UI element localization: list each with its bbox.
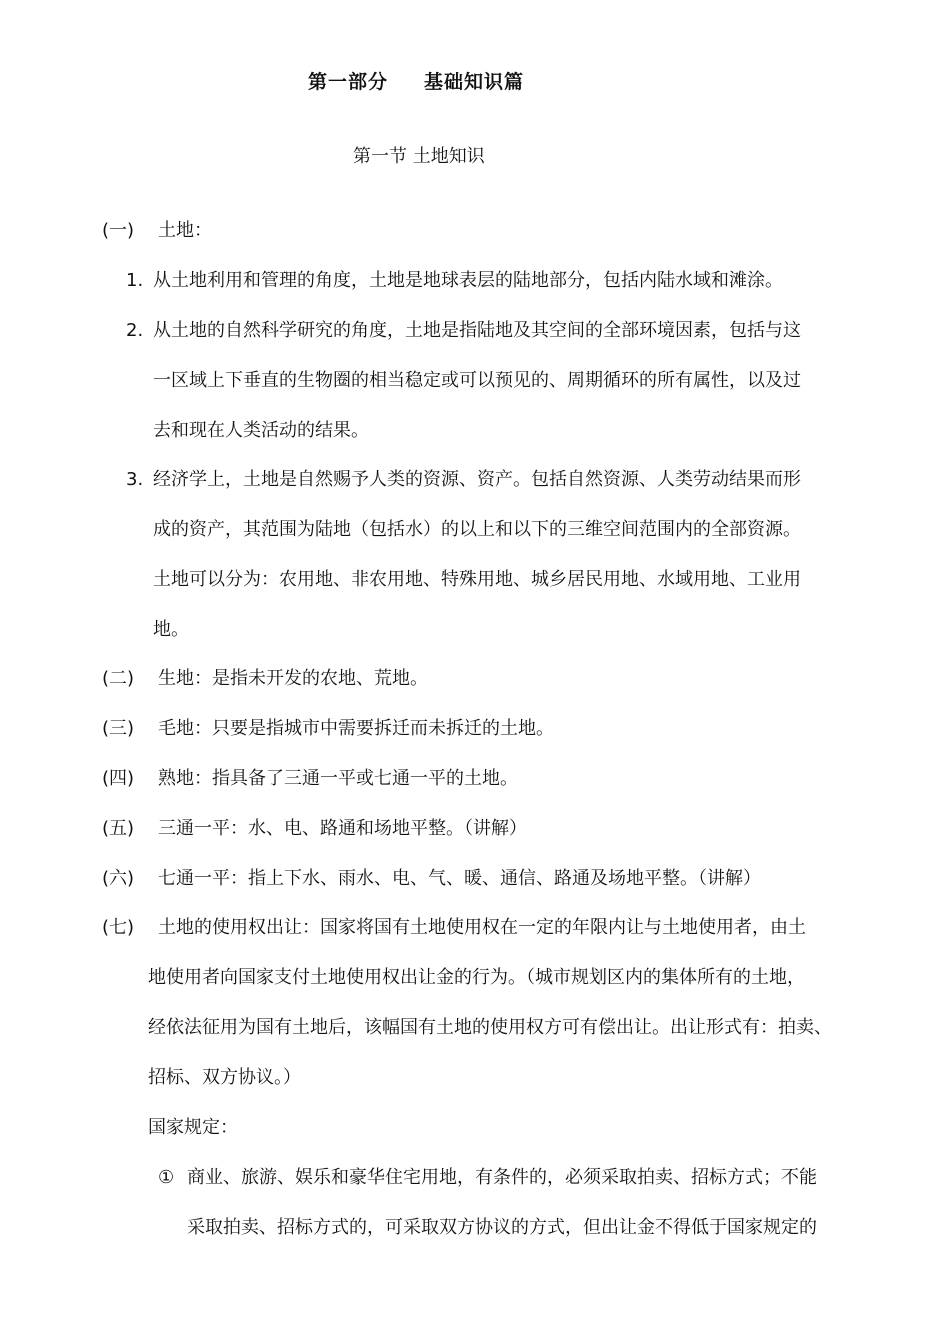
numbered-text: 经济学上，土地是自然赐予人类的资源、资产。包括自然资源、人类劳动结果而形 <box>153 469 801 490</box>
rule-heading: 国家规定： <box>148 1117 238 1138</box>
item-text: 熟地：指具备了三通一平或七通一平的土地。 <box>158 768 518 789</box>
circled-item-text: 商业、旅游、娱乐和豪华住宅用地，有条件的，必须采取拍卖、招标方式；不能 <box>187 1167 817 1188</box>
numbered-text: 地。 <box>153 619 189 640</box>
item-text: 三通一平：水、电、路通和场地平整。（讲解） <box>158 818 527 839</box>
item-text: 招标、双方协议。） <box>148 1067 301 1088</box>
item-text: 土地的使用权出让：国家将国有土地使用权在一定的年限内让与土地使用者，由土 <box>158 917 806 938</box>
circled-item-text: 采取拍卖、招标方式的，可采取双方协议的方式，但出让金不得低于国家规定的 <box>187 1217 817 1238</box>
numbered-text: 从土地的自然科学研究的角度，土地是指陆地及其空间的全部环境因素，包括与这 <box>153 320 801 341</box>
item-text: 地使用者向国家支付土地使用权出让金的行为。（城市规划区内的集体所有的土地， <box>148 967 805 988</box>
item-marker: (四) <box>102 768 135 789</box>
item-marker: (一) <box>102 220 135 241</box>
numbered-marker: 2. <box>126 320 144 341</box>
part-title <box>308 70 524 94</box>
item-text: 生地：是指未开发的农地、荒地。 <box>158 668 428 689</box>
numbered-text: 一区域上下垂直的生物圈的相当稳定或可以预见的、周期循环的所有属性，以及过 <box>153 370 801 391</box>
numbered-text: 去和现在人类活动的结果。 <box>153 420 369 441</box>
item-marker: (三) <box>102 718 135 739</box>
item-marker: (二) <box>102 668 135 689</box>
part-title-right: 基础知识篇 <box>424 71 525 93</box>
part-title-left: 第一部分 <box>308 71 389 93</box>
numbered-text: 土地可以分为：农用地、非农用地、特殊用地、城乡居民用地、水域用地、工业用 <box>153 569 801 590</box>
item-marker: (五) <box>102 818 135 839</box>
item-marker: (六) <box>102 868 135 889</box>
item-text: 经依法征用为国有土地后，该幅国有土地的使用权方可有偿出让。出让形式有：拍卖、 <box>148 1017 832 1038</box>
item-marker: (七) <box>102 917 135 938</box>
section-title: 第一节 土地知识 <box>353 146 485 167</box>
item-text: 七通一平：指上下水、雨水、电、气、暖、通信、路通及场地平整。（讲解） <box>158 868 761 889</box>
item-text: 土地： <box>158 220 212 241</box>
numbered-marker: 1. <box>126 270 144 291</box>
numbered-text: 从土地利用和管理的角度，土地是地球表层的陆地部分，包括内陆水域和滩涂。 <box>153 270 783 291</box>
numbered-marker: 3. <box>126 469 144 490</box>
item-text: 毛地：只要是指城市中需要拆迁而未拆迁的土地。 <box>158 718 554 739</box>
numbered-text: 成的资产，其范围为陆地（包括水）的以上和以下的三维空间范围内的全部资源。 <box>153 519 801 540</box>
circled-marker: ① <box>158 1167 175 1188</box>
